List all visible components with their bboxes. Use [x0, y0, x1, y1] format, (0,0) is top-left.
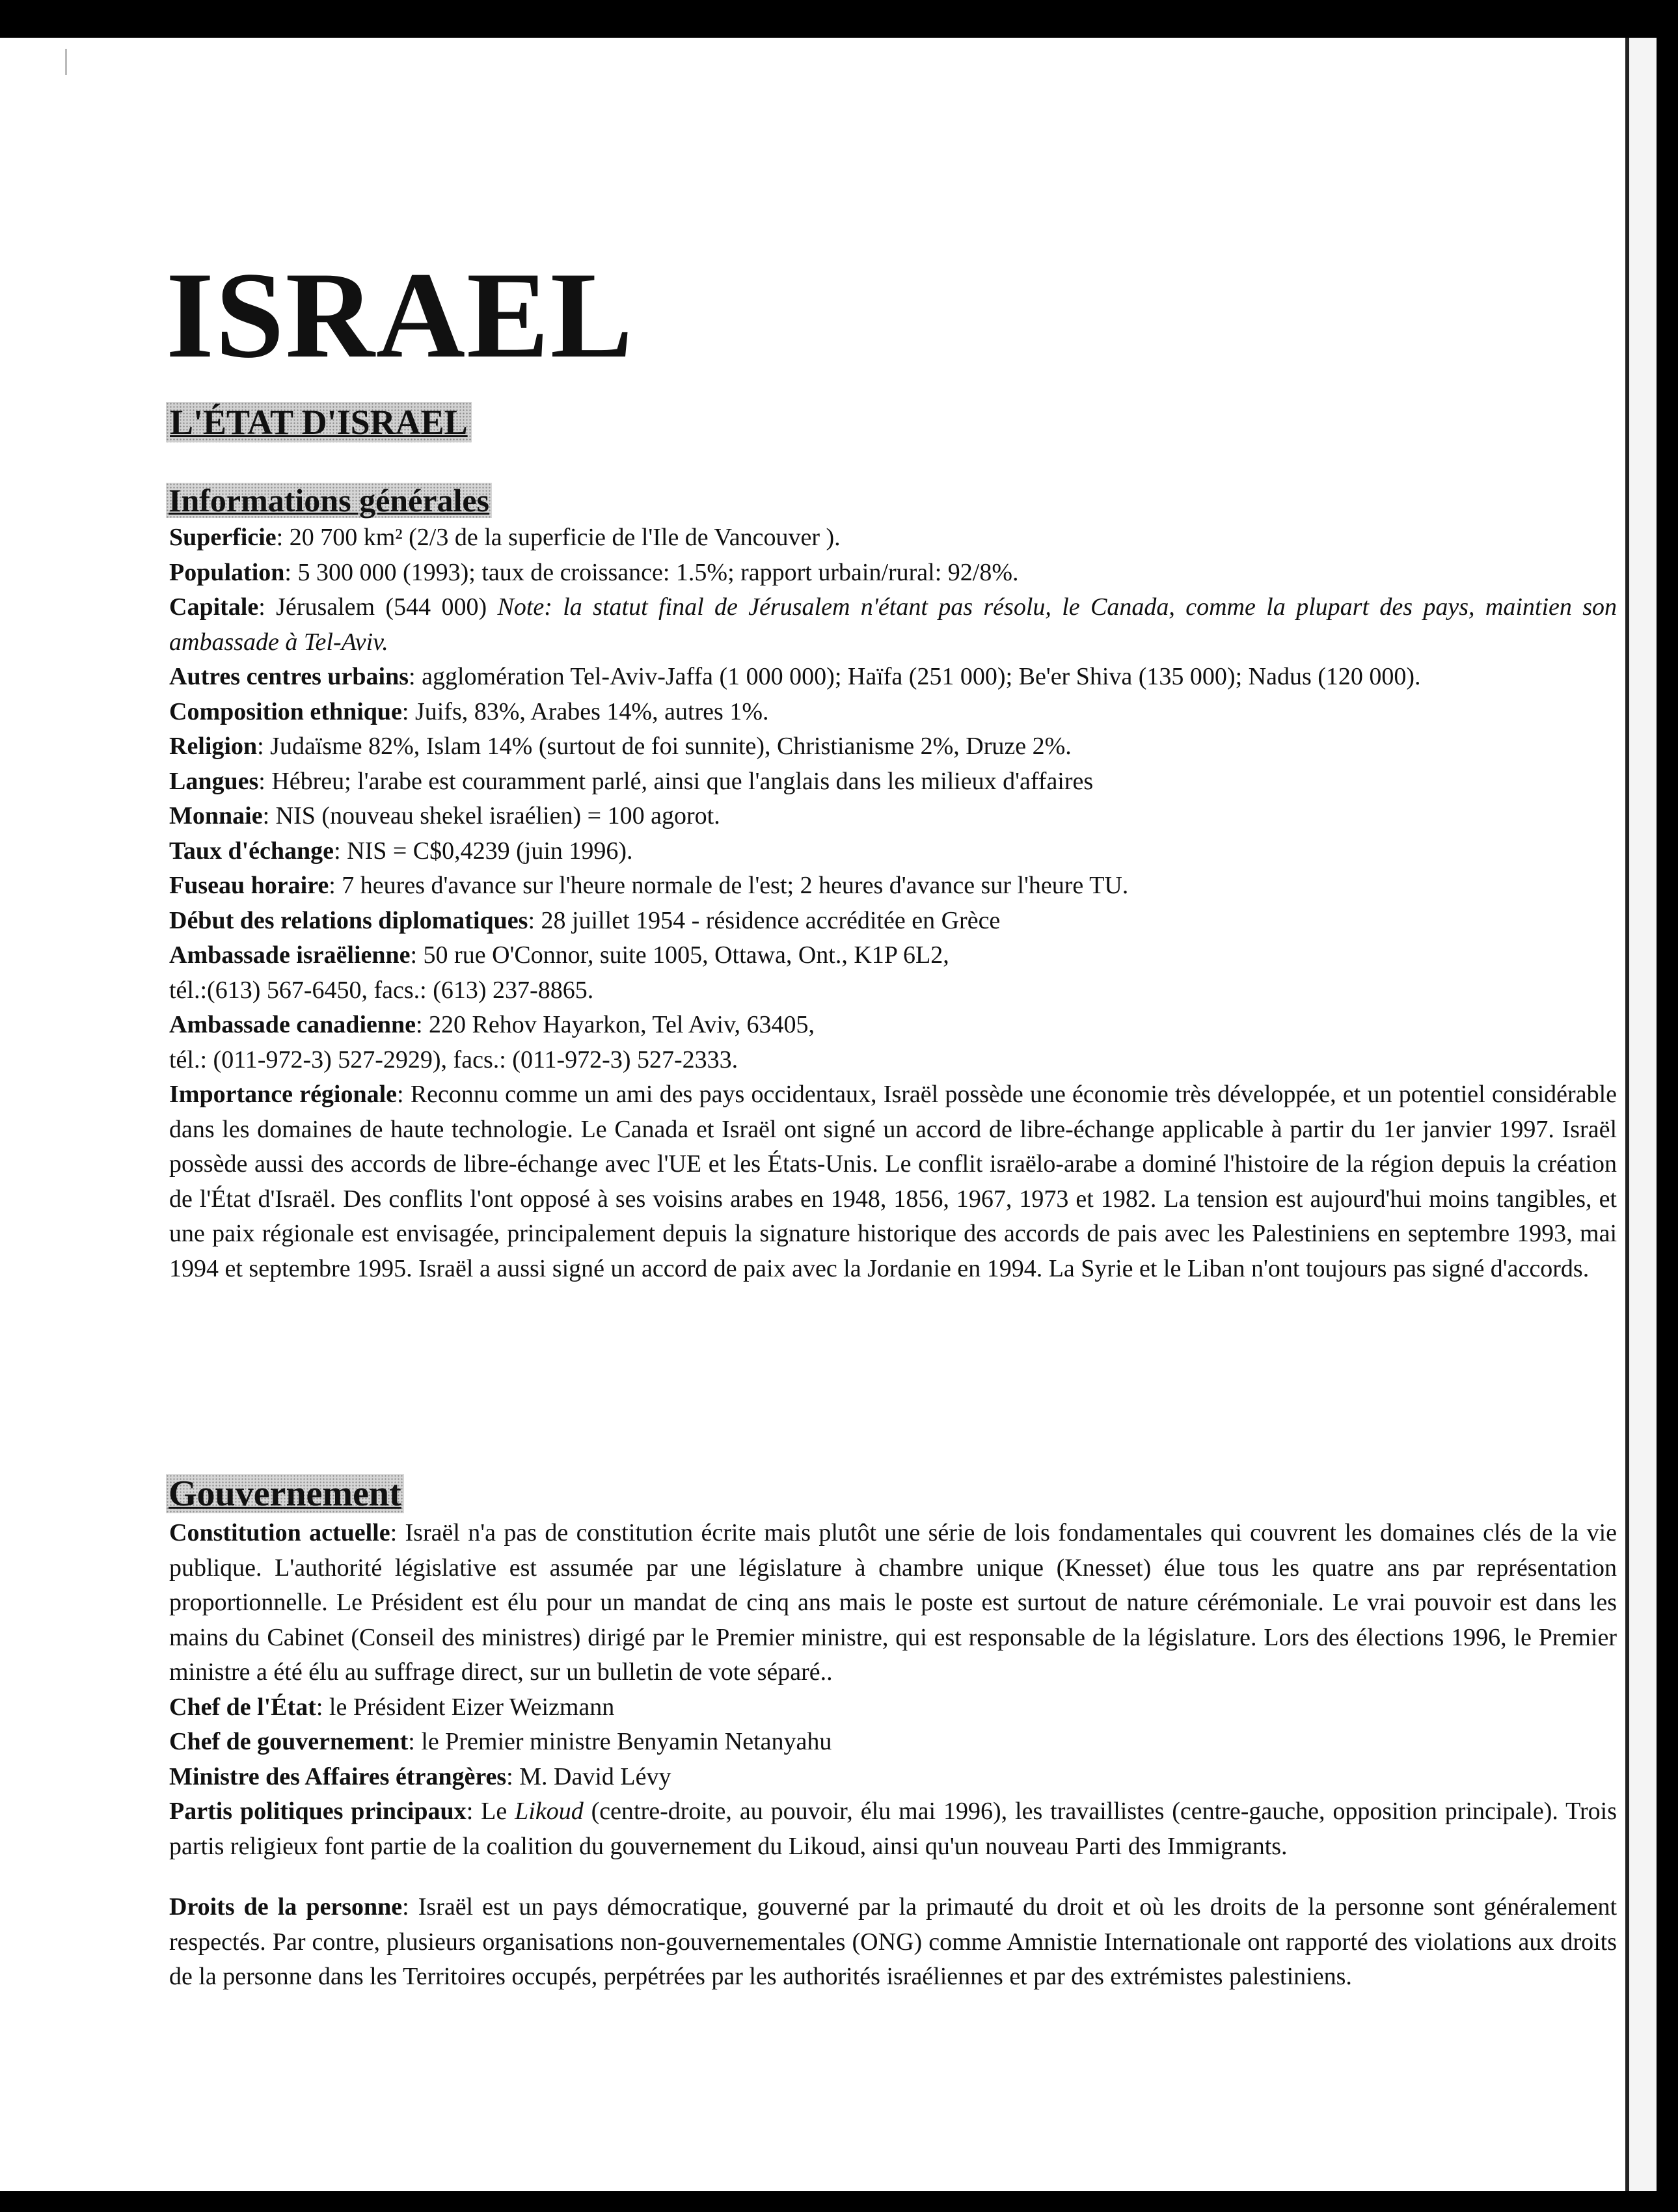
gov-item-constitution: Constitution actuelle: Israël n'a pas de constitution écrite mais plutôt une série de lois fondamentales qui couvrent les domaines clés de la vie publique. L'authorité législative est assumée par une législature à chambre unique (Knesset) élue tous les quatre ans par représentation proportionnelle. Le Président est élu pour un mandat de cinq ans mais le poste est surtout de nature cérémoniale. Le vrai pouvoir est dans les mains du Cabinet (Conseil des ministres) dirigé par le Premier ministre, qui est responsable de la législature. Lors des élections 1996, le Premier ministre a été élu au suffrage direct, sur un bulletin de vote séparé.. [169, 1519, 1617, 1686]
info-item-capital: Capitale: Jérusalem (544 000) Note: la statut final de Jérusalem n'étant pas résolu, le Canada, comme la plupart des pays, maintien son ambassade à Tel-Aviv. [169, 593, 1617, 656]
margin-mark [65, 49, 67, 75]
government-block [169, 1516, 1617, 1864]
general-info-block [169, 520, 1617, 1286]
gov-item-head-of-state: Chef de l'État: le Président Eizer Weizmann [169, 1693, 615, 1721]
scan-border-bottom [0, 2191, 1678, 2212]
human-rights-paragraph: Droits de la personne: Israël est un pays démocratique, gouverné par la primauté du droit et où les droits de la personne sont généralement respectés. Par contre, plusieurs organisations non-gouvernementales (ONG) comme Amnistie Internationale ont rapporté des violations aux droits de la personne dans les Territoires occupés, perpétrées par les authorités israéliennes et par des extrémistes palestiniens. [169, 1893, 1617, 1990]
gov-item-political-parties: Partis politiques principaux: Le Likoud (centre-droite, au pouvoir, élu mai 1996), les travaillistes (centre-gauche, opposition principale). Trois partis religieux font partie de la coalition du gouvernement du Likoud, ainsi qu'un nouveau Parti des Immigrants. [169, 1798, 1617, 1860]
section-heading-government: Gouvernement [166, 1474, 404, 1513]
info-item-area: Superficie: 20 700 km² (2/3 de la superficie de l'Ile de Vancouver ). [169, 524, 841, 551]
info-item-other-cities: Autres centres urbains: agglomération Tel-Aviv-Jaffa (1 000 000); Haïfa (251 000); Be'er Shiva (135 000); Nadus (120 000). [169, 663, 1421, 690]
facing-page-edge [1625, 38, 1657, 2191]
section-heading-general-info: Informations générales [166, 483, 492, 518]
info-item-regional-importance: Importance régionale: Reconnu comme un ami des pays occidentaux, Israël possède une économie très développée, et un potentiel considérable dans les domaines de haute technologie. Le Canada et Israël ont signé un accord de libre-échange applicable à partir du 1er janvier 1997. Israël possède aussi des accords de libre-échange avec l'UE et les États-Unis. Le conflit israëlo-arabe a dominé l'histoire de la région depuis la création de l'État d'Israël. Des conflits l'ont opposé à ses voisins arabes en 1948, 1856, 1967, 1973 et 1982. La tension est aujourd'hui moins tangibles, et une paix régionale est envisagée, principalement depuis la signature historique des accords de pais avec les Palestiniens en septembre 1993, mai 1994 et septembre 1995. Israël a aussi signé un accord de paix avec la Jordanie en 1994. La Syrie et le Liban n'ont toujours pas signé d'accords. [169, 1081, 1617, 1282]
info-item-exchange-rate: Taux d'échange: NIS = C$0,4239 (juin 1996). [169, 837, 633, 865]
israeli-embassy-contact: tél.:(613) 567-6450, facs.: (613) 237-8865. [169, 976, 594, 1004]
info-item-languages: Langues: Hébreu; l'arabe est couramment parlé, ainsi que l'anglais dans les milieux d'affaires [169, 767, 1094, 795]
gov-item-head-of-government: Chef de gouvernement: le Premier ministre Benyamin Netanyahu [169, 1728, 832, 1755]
page-subtitle: L'ÉTAT D'ISRAEL [166, 402, 472, 442]
human-rights-block [169, 1890, 1617, 1995]
info-item-population: Population: 5 300 000 (1993); taux de croissance: 1.5%; rapport urbain/rural: 92/8%. [169, 558, 1019, 586]
info-item-religion: Religion: Judaïsme 82%, Islam 14% (surtout de foi sunnite), Christianisme 2%, Druze 2%. [169, 733, 1072, 760]
scan-border-top [0, 0, 1678, 38]
capital-note: Note: la statut final de Jérusalem n'étant pas résolu, le Canada, comme la plupart des pays, maintien son ambassade à Tel-Aviv. [169, 593, 1617, 656]
info-item-currency: Monnaie: NIS (nouveau shekel israélien) = 100 agorot. [169, 802, 720, 830]
page-title: ISRAEL [166, 247, 634, 384]
info-item-time-zone: Fuseau horaire: 7 heures d'avance sur l'heure normale de l'est; 2 heures d'avance sur l'heure TU. [169, 872, 1129, 899]
info-item-diplomatic-relations: Début des relations diplomatiques: 28 juillet 1954 - résidence accréditée en Grèce [169, 906, 1001, 934]
gov-item-foreign-minister: Ministre des Affaires étrangères: M. David Lévy [169, 1762, 671, 1790]
info-item-ethnic-composition: Composition ethnique: Juifs, 83%, Arabes 14%, autres 1%. [169, 697, 769, 725]
info-item-canadian-embassy: Ambassade canadienne: 220 Rehov Hayarkon, Tel Aviv, 63405, tél.: (011-972-3) 527-2929), facs.: (011-972-3) 527-2333. [169, 1011, 815, 1073]
info-item-israeli-embassy: Ambassade israëlienne: 50 rue O'Connor, suite 1005, Ottawa, Ont., K1P 6L2, tél.:(613) 567-6450, facs.: (613) 237-8865. [169, 941, 949, 1004]
canadian-embassy-contact: tél.: (011-972-3) 527-2929), facs.: (011-972-3) 527-2333. [169, 1045, 738, 1073]
